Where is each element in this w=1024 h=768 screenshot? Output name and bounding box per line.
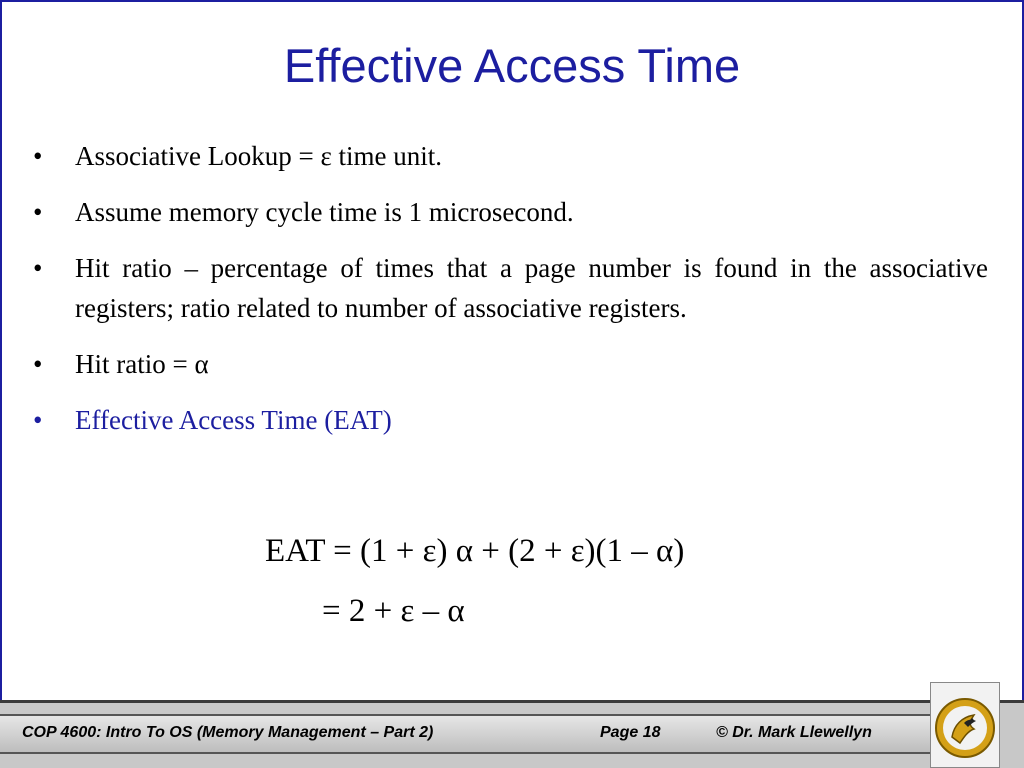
bullet-text: Effective Access Time (EAT) <box>75 405 392 435</box>
bullet-item <box>33 344 988 384</box>
bullet-marker: • <box>33 253 43 283</box>
bullet-text: Associative Lookup = ε time unit. <box>75 141 443 171</box>
footer-page-number: Page 18 <box>600 724 661 741</box>
bullet-text: Assume memory cycle time is 1 microsecond. <box>75 197 574 227</box>
footer-course-title: COP 4600: Intro To OS (Memory Management – Part 2) <box>22 724 434 741</box>
bullet-list <box>33 136 988 456</box>
eat-formula-line-2: = 2 + ε – α <box>322 593 465 629</box>
bullet-marker: • <box>33 405 43 435</box>
bullet-marker: • <box>33 349 43 379</box>
bullet-item-eat <box>33 400 988 440</box>
bullet-text: Hit ratio = α <box>75 349 209 379</box>
bullet-item <box>33 136 988 176</box>
eat-formula-line-1: EAT = (1 + ε) α + (2 + ε)(1 – α) <box>265 533 685 569</box>
bullet-marker: • <box>33 197 43 227</box>
bullet-text: Hit ratio – percentage of times that a page number is found in the associative registers; ratio related to number of associative registers. <box>75 253 988 323</box>
bullet-item <box>33 192 988 232</box>
slide-title: Effective Access Time <box>283 39 741 92</box>
bullet-item <box>33 248 988 328</box>
footer-copyright: © Dr. Mark Llewellyn <box>716 724 872 741</box>
pegasus-logo-icon <box>934 697 996 759</box>
bullet-marker: • <box>33 141 43 171</box>
footer-divider <box>0 700 1024 703</box>
logo-box <box>930 682 1000 768</box>
